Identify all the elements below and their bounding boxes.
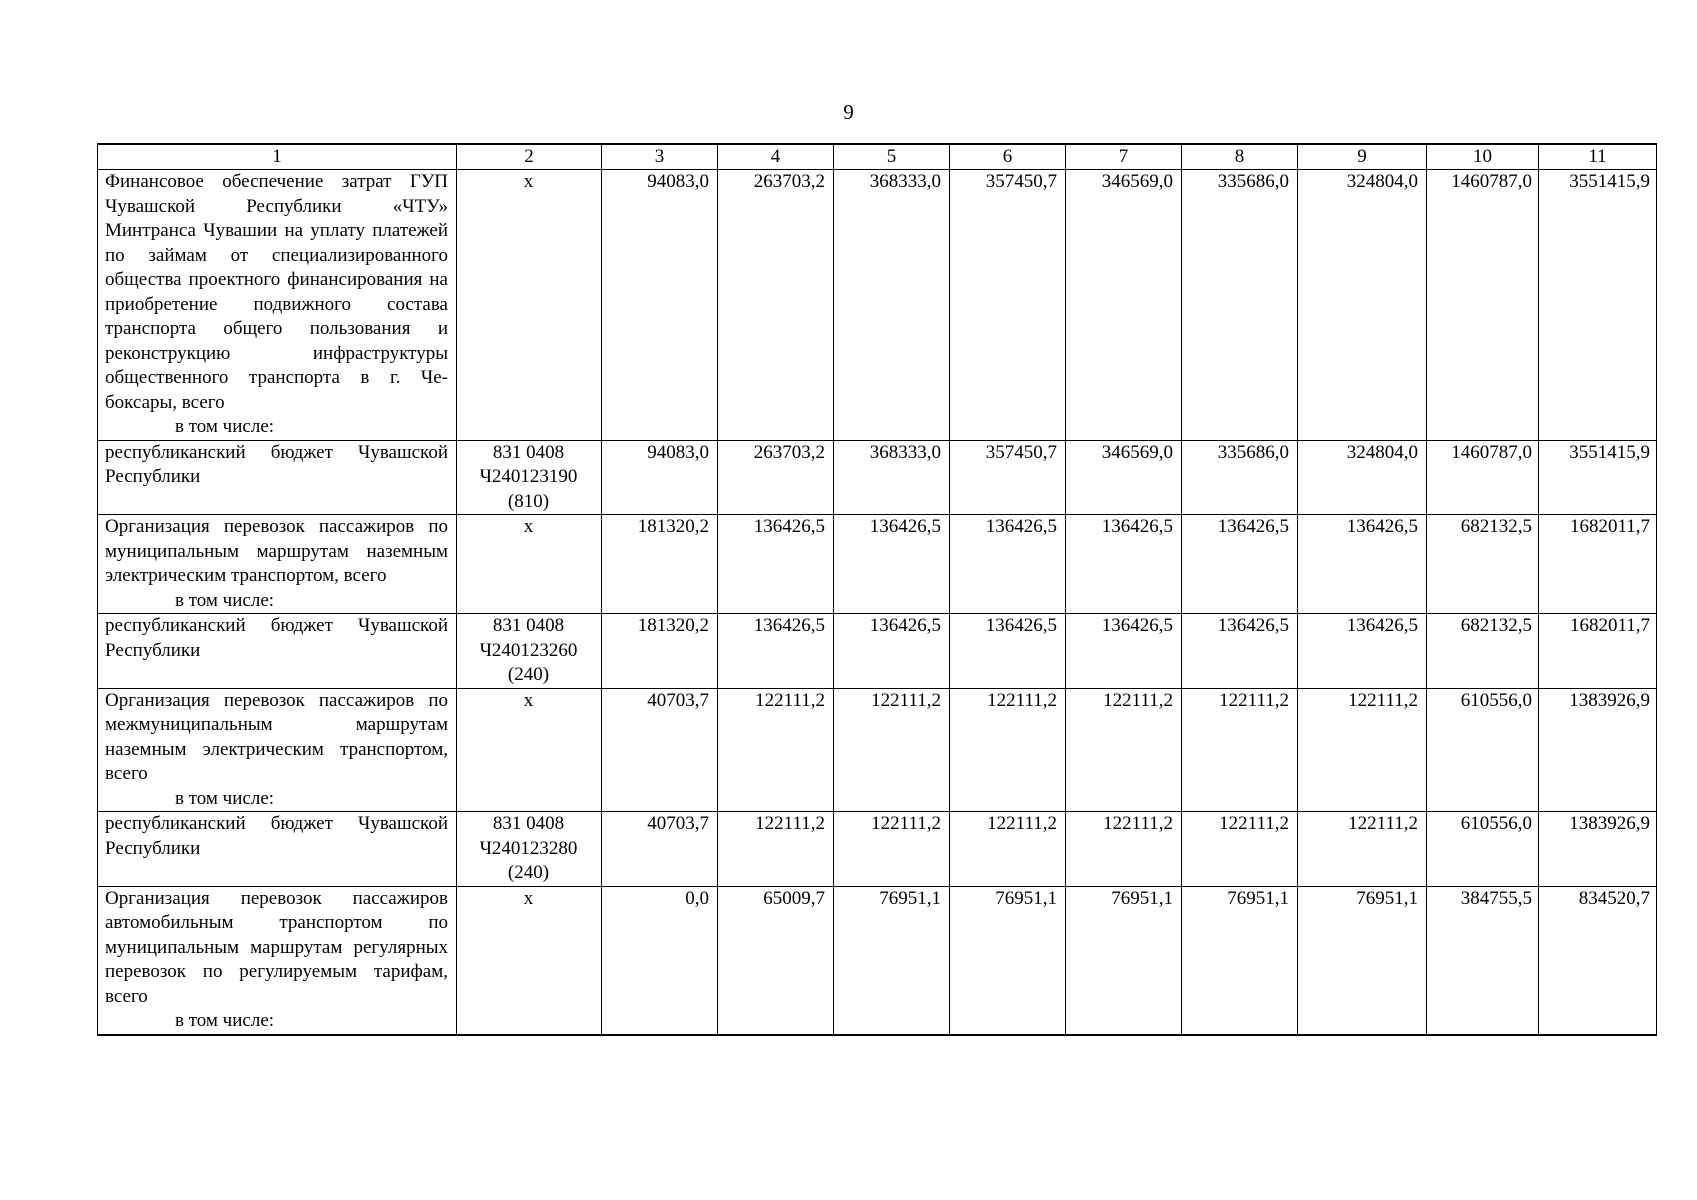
row-subnote: в том числе: [175, 1010, 275, 1031]
row-name: республиканский бюджет Чувашской Республики [105, 441, 448, 487]
value-cell: 346569,0 [1066, 440, 1182, 515]
value-cell: 76951,1 [950, 886, 1066, 1035]
column-header: 8 [1182, 144, 1298, 170]
table-row [98, 440, 1657, 515]
column-header: 11 [1539, 144, 1657, 170]
table-row [98, 614, 1657, 689]
column-header: 1 [98, 144, 457, 170]
value-cell: 1383926,9 [1539, 688, 1657, 812]
value-cell: 122111,2 [718, 812, 834, 887]
value-cell: 40703,7 [602, 812, 718, 887]
value-cell: 136426,5 [718, 515, 834, 614]
value-cell: 368333,0 [834, 170, 950, 441]
value-cell: 122111,2 [718, 688, 834, 812]
value-cell: 122111,2 [1182, 688, 1298, 812]
value-cell: 263703,2 [718, 170, 834, 441]
value-cell: 1383926,9 [1539, 812, 1657, 887]
header-row [98, 144, 1657, 170]
value-cell: 136426,5 [950, 515, 1066, 614]
value-cell: 122111,2 [1066, 688, 1182, 812]
value-cell: 335686,0 [1182, 440, 1298, 515]
value-cell: 834520,7 [1539, 886, 1657, 1035]
value-cell: 3551415,9 [1539, 170, 1657, 441]
value-cell: 1460787,0 [1427, 440, 1539, 515]
value-cell: 136426,5 [834, 515, 950, 614]
row-subnote: в том числе: [175, 787, 275, 809]
value-cell: 610556,0 [1427, 688, 1539, 812]
value-cell: 76951,1 [1298, 886, 1427, 1035]
budget-code: х [457, 515, 602, 614]
table-body [98, 170, 1657, 1035]
row-name: Организация перевозок пассажиров по муниципальным маршрутам наземным электрическим транспортом, всего [105, 516, 448, 586]
value-cell: 136426,5 [1066, 515, 1182, 614]
value-cell: 136426,5 [1298, 614, 1427, 689]
value-cell: 136426,5 [718, 614, 834, 689]
row-name: Финансовое обеспечение затрат ГУП Чувашской Республики «ЧТУ» Минтранса Чувашии на уплату платежей по займам от специализированного общества проектного финансирования на приобретение подвижного состава транспорта общего пользования и реконструкцию инфраструктуры общественного транспорта в г. Чебоксары, всего [105, 171, 448, 413]
value-cell: 346569,0 [1066, 170, 1182, 441]
value-cell: 122111,2 [1298, 812, 1427, 887]
budget-code: х [457, 886, 602, 1035]
row-name-cell [98, 440, 457, 515]
row-subnote: в том числе: [175, 416, 275, 437]
row-name-cell [98, 886, 457, 1035]
value-cell: 136426,5 [1182, 614, 1298, 689]
value-cell: 122111,2 [1298, 688, 1427, 812]
value-cell: 335686,0 [1182, 170, 1298, 441]
value-cell: 122111,2 [1182, 812, 1298, 887]
value-cell: 122111,2 [1066, 812, 1182, 887]
value-cell: 682132,5 [1427, 614, 1539, 689]
column-header: 6 [950, 144, 1066, 170]
value-cell: 76951,1 [1066, 886, 1182, 1035]
budget-code: 831 0408 Ч240123260 (240) [457, 614, 602, 689]
value-cell: 263703,2 [718, 440, 834, 515]
row-name: Организация перевозок пассажиров по межмуниципальным маршрутам наземным электрическим транспортом, всего [105, 689, 448, 784]
column-header: 4 [718, 144, 834, 170]
row-name-cell [98, 688, 457, 812]
budget-code: х [457, 170, 602, 441]
value-cell: 368333,0 [834, 440, 950, 515]
value-cell: 40703,7 [602, 688, 718, 812]
page-number: 9 [843, 100, 854, 124]
column-header: 5 [834, 144, 950, 170]
value-cell: 357450,7 [950, 170, 1066, 441]
value-cell: 65009,7 [718, 886, 834, 1035]
value-cell: 136426,5 [1298, 515, 1427, 614]
value-cell: 136426,5 [950, 614, 1066, 689]
row-name: Организация перевозок пассажиров автомобильным транспортом по муниципальным маршрутам регулярных перевозок по регулируемым тарифам, всего [105, 887, 448, 1007]
table-row [98, 812, 1657, 887]
column-header: 3 [602, 144, 718, 170]
value-cell: 324804,0 [1298, 170, 1427, 441]
row-name: республиканский бюджет Чувашской Республики [105, 813, 448, 859]
column-header: 7 [1066, 144, 1182, 170]
value-cell: 136426,5 [1066, 614, 1182, 689]
value-cell: 136426,5 [1182, 515, 1298, 614]
row-name-cell [98, 170, 457, 441]
column-header: 10 [1427, 144, 1539, 170]
value-cell: 122111,2 [834, 812, 950, 887]
value-cell: 324804,0 [1298, 440, 1427, 515]
value-cell: 0,0 [602, 886, 718, 1035]
column-header: 9 [1298, 144, 1427, 170]
value-cell: 122111,2 [950, 812, 1066, 887]
table-row [98, 688, 1657, 812]
value-cell: 1682011,7 [1539, 614, 1657, 689]
value-cell: 357450,7 [950, 440, 1066, 515]
value-cell: 76951,1 [1182, 886, 1298, 1035]
value-cell: 3551415,9 [1539, 440, 1657, 515]
budget-table [97, 143, 1657, 1036]
value-cell: 122111,2 [834, 688, 950, 812]
budget-code: х [457, 688, 602, 812]
table-row [98, 170, 1657, 441]
value-cell: 122111,2 [950, 688, 1066, 812]
row-name-cell [98, 614, 457, 689]
value-cell: 94083,0 [602, 440, 718, 515]
value-cell: 1682011,7 [1539, 515, 1657, 614]
row-name-cell [98, 515, 457, 614]
row-name-cell [98, 812, 457, 887]
budget-code: 831 0408 Ч240123190 (810) [457, 440, 602, 515]
row-subnote: в том числе: [175, 589, 275, 611]
row-name: республиканский бюджет Чувашской Республики [105, 615, 448, 661]
value-cell: 1460787,0 [1427, 170, 1539, 441]
value-cell: 610556,0 [1427, 812, 1539, 887]
value-cell: 181320,2 [602, 515, 718, 614]
value-cell: 136426,5 [834, 614, 950, 689]
value-cell: 181320,2 [602, 614, 718, 689]
budget-code: 831 0408 Ч240123280 (240) [457, 812, 602, 887]
value-cell: 682132,5 [1427, 515, 1539, 614]
value-cell: 94083,0 [602, 170, 718, 441]
column-header: 2 [457, 144, 602, 170]
table-row [98, 515, 1657, 614]
table-row [98, 886, 1657, 1035]
value-cell: 384755,5 [1427, 886, 1539, 1035]
value-cell: 76951,1 [834, 886, 950, 1035]
